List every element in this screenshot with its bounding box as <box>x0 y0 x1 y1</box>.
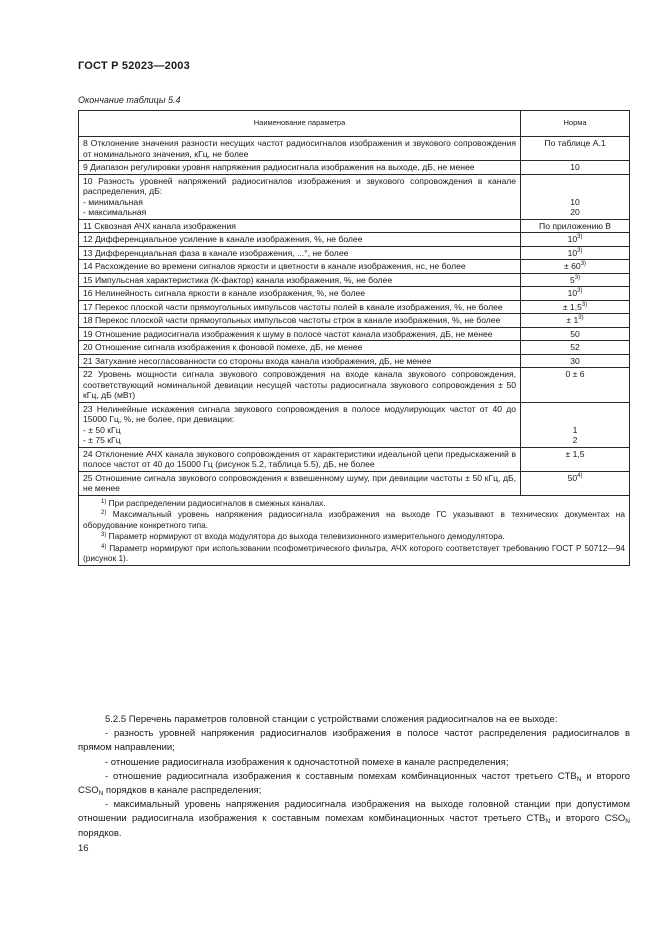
norm-value: 10 <box>567 288 578 298</box>
footnote <box>83 508 625 530</box>
table-notes <box>79 495 630 565</box>
footnote-text: Параметр нормируют при использовании псофометрического фильтра, АЧХ которого соответствует требованию ГОСТ Р 50712—94 (рисунок 1). <box>83 542 625 563</box>
parameter-name: 14 Расхождение во времени сигналов яркости и цветности в канале изображения, нс, не более <box>83 261 466 271</box>
norm-cell <box>521 368 630 403</box>
norm-cell <box>521 233 630 247</box>
parameter-name: - минимальная <box>83 196 143 207</box>
page-number: 16 <box>78 843 89 854</box>
parameter-name: 23 Нелинейные искажения сигнала звукового сопровождения в полосе модулирующих частот от 40 до 15000 Гц, %, не более, при девиации: <box>83 403 517 424</box>
table-row <box>79 354 630 368</box>
parameter-name-cell <box>79 246 521 260</box>
footnote <box>83 530 625 542</box>
norm-value: 10 <box>570 196 580 207</box>
table-row <box>79 368 630 403</box>
list-item-text: - отношение радиосигнала изображения к составным помехам комбинационных частот третьего CTB <box>105 770 577 782</box>
parameter-name-cell <box>79 354 521 368</box>
norm-value <box>525 404 625 415</box>
norm-cell <box>521 260 630 274</box>
table-row <box>79 174 630 219</box>
norm-cell <box>521 471 630 495</box>
norm-cell <box>521 341 630 355</box>
norm-cell <box>521 402 630 447</box>
footnote <box>83 497 625 509</box>
norm-value: 50 <box>570 328 580 339</box>
parameter-name: 22 Уровень мощности сигнала звукового сопровождения на входе канала звукового сопровождения, соответствующий номинальной девиации несущей частоты радиосигнала звукового сопровождения ± 50 кГц, дБ (мВт) <box>83 369 517 400</box>
norm-value-wrap <box>525 234 625 245</box>
footnote-number: 1) <box>101 498 107 505</box>
norm-value-wrap <box>525 261 625 272</box>
parameter-name-cell <box>79 273 521 287</box>
table-row <box>79 300 630 314</box>
list-item-text: порядков в канале распределения; <box>103 785 262 797</box>
parameter-name: 24 Отклонение АЧХ канала звукового сопровождения от характеристики идеальной цепи предыскажений в полосе частот от 40 до 15000 Гц (рисунок 5.2, таблица 5.5), дБ, не более <box>83 448 517 469</box>
subscript: N <box>98 790 104 798</box>
parameter-name-cell <box>79 219 521 233</box>
subscript: N <box>545 818 551 826</box>
footnote-ref: 4) <box>577 472 583 479</box>
parameter-name: - ± 50 кГц <box>83 424 121 435</box>
norm-value: 2 <box>572 435 578 445</box>
parameter-name: 21 Затухание несогласованности со стороны входа канала изображения, дБ, не менее <box>83 355 432 366</box>
footnote-ref: 3) <box>577 234 583 240</box>
parameter-name-cell <box>79 161 521 175</box>
norm-value-wrap <box>525 275 625 286</box>
norm-cell <box>521 246 630 260</box>
parameter-name: - ± 75 кГц <box>83 435 121 445</box>
parameter-name-cell <box>79 368 521 403</box>
norm-value-wrap <box>525 315 625 326</box>
norm-value: 20 <box>570 207 580 217</box>
footnote-text: При распределении радиосигналов в смежных каналах. <box>108 497 326 508</box>
list-item: - разность уровней напряжения радиосигналов изображения в полосе частот распределения радиосигналов в прямом направлении; <box>78 728 630 754</box>
table-row <box>79 314 630 328</box>
norm-value <box>525 186 625 197</box>
footnote-number: 4) <box>101 543 107 550</box>
parameter-name: 9 Диапазон регулировки уровня напряжения радиосигнала изображения на выходе, дБ, не менее <box>83 162 475 172</box>
norm-value <box>525 176 625 187</box>
parameter-name: 16 Нелинейность сигнала яркости в канале изображения, %, не более <box>83 288 366 298</box>
parameter-name-cell <box>79 174 521 219</box>
norm-value: ± 1,5 <box>565 448 585 459</box>
footnote-number: 3) <box>101 532 107 538</box>
parameter-name: 10 Разность уровней напряжений радиосигналов изображения и звукового сопровождения в канале распределения, дБ: <box>83 175 517 196</box>
parameter-name-cell <box>79 260 521 274</box>
norm-value: 5 <box>569 274 575 285</box>
norm-cell <box>521 354 630 368</box>
table-row <box>79 402 630 447</box>
subscript: N <box>576 775 582 783</box>
norm-value: 10 <box>570 162 580 172</box>
norm-value-wrap <box>525 473 625 484</box>
parameter-name-cell <box>79 287 521 301</box>
table-row <box>79 260 630 274</box>
document-header: ГОСТ Р 52023—2003 <box>78 60 190 72</box>
table-row <box>79 233 630 247</box>
parameter-name: 17 Перекос плоской части прямоугольных импульсов частоты полей в канале изображения, %, не более <box>83 301 503 312</box>
table-row <box>79 447 630 471</box>
norm-value: 30 <box>570 355 580 366</box>
parameter-name: - максимальная <box>83 207 147 217</box>
norm-cell <box>521 219 630 233</box>
norm-value: 10 <box>567 247 578 258</box>
norm-value: ± 60 <box>564 261 581 271</box>
list-item-text: - максимальный уровень напряжения радиосигнала изображения на выходе головной станции при допустимом отношении радиосигнала изображения к составным помехам комбинационных частот третьего CTB <box>78 799 630 825</box>
table-row <box>79 327 630 341</box>
norm-value: По таблице А.1 <box>544 138 606 148</box>
footnote-ref: 3) <box>581 301 588 308</box>
table-row <box>79 219 630 233</box>
list-item <box>78 770 630 798</box>
footnote-ref: 3) <box>574 274 581 281</box>
parameter-name-cell <box>79 327 521 341</box>
table-row <box>79 137 630 161</box>
list-item-text: и второго CSO <box>78 770 631 797</box>
parameter-name-cell <box>79 314 521 328</box>
subscript: N <box>625 818 630 826</box>
parameter-name: 15 Импульсная характеристика (К-фактор) канала изображения, %, не более <box>83 274 393 285</box>
table-header-row <box>79 111 630 137</box>
norm-cell <box>521 287 630 301</box>
list-item-text: порядков. <box>78 827 122 839</box>
norm-value <box>525 414 625 425</box>
footnote-text: Параметр нормируют от входа модулятора до выхода телевизионного измерительного демодулятора. <box>108 531 505 541</box>
parameter-name-cell <box>79 137 521 161</box>
table-caption: Окончание таблицы 5.4 <box>78 95 181 105</box>
parameters-table <box>78 110 630 566</box>
norm-cell <box>521 327 630 341</box>
parameter-name: 19 Отношение радиосигнала изображения к шуму в полосе частот канала изображения, дБ, не менее <box>83 328 493 339</box>
parameter-name-cell <box>79 471 521 495</box>
footnote-ref: 3) <box>577 247 583 254</box>
norm-cell <box>521 273 630 287</box>
parameter-name: 12 Дифференциальное усиление в канале изображения, %, не более <box>83 234 363 244</box>
table-row <box>79 273 630 287</box>
parameter-name-cell <box>79 341 521 355</box>
norm-value: 1 <box>572 424 578 435</box>
norm-value-wrap <box>525 302 625 313</box>
parameter-name-cell <box>79 402 521 447</box>
norm-cell <box>521 447 630 471</box>
parameter-name-cell <box>79 300 521 314</box>
norm-cell <box>521 137 630 161</box>
norm-value: ± 1,5 <box>562 301 582 312</box>
footnote-ref: 3) <box>578 315 584 321</box>
list-item-text: и второго CSO <box>550 813 626 825</box>
table-row <box>79 471 630 495</box>
table-row <box>79 246 630 260</box>
norm-value: 10 <box>567 234 578 244</box>
norm-value: 52 <box>570 342 580 352</box>
norm-value-wrap <box>525 288 625 299</box>
section-5-2-5 <box>78 713 630 841</box>
norm-cell <box>521 300 630 314</box>
table-row <box>79 287 630 301</box>
norm-value: По приложению В <box>539 220 612 231</box>
parameter-name-cell <box>79 233 521 247</box>
list-item: - отношение радиосигнала изображения к одночастотной помехе в канале распределения; <box>105 756 509 768</box>
footnote <box>83 542 625 564</box>
table-row <box>79 341 630 355</box>
section-heading: 5.2.5 Перечень параметров головной станции с устройствами сложения радиосигналов на ее выходе: <box>105 714 558 725</box>
column-header-norm: Норма <box>521 111 630 137</box>
parameter-name: 8 Отклонение значения разности несущих частот радиосигналов изображения и звукового сопровождения от номинального значения, кГц, не более <box>83 138 517 159</box>
norm-cell <box>521 174 630 219</box>
parameter-name: 11 Сквозная АЧХ канала изображения <box>83 220 236 231</box>
norm-value: 50 <box>567 472 578 483</box>
parameter-name: 20 Отношение сигнала изображения к фоновой помехе, дБ, не менее <box>83 342 363 352</box>
table-row <box>79 161 630 175</box>
norm-cell <box>521 161 630 175</box>
table-notes-row <box>79 495 630 565</box>
parameter-name: 13 Дифференциальная фаза в канале изображения, ...°, не более <box>83 247 349 258</box>
footnote-ref: 3) <box>580 261 587 267</box>
norm-cell <box>521 314 630 328</box>
parameter-name: 25 Отношение сигнала звукового сопровождения к взвешенному шуму, при девиации частоты ± 50 кГц, дБ, не менее <box>83 472 517 493</box>
parameter-name-cell <box>79 447 521 471</box>
parameter-name: 18 Перекос плоской части прямоугольных импульсов частоты строк в канале изображения, %, не более <box>83 315 501 325</box>
footnote-number: 2) <box>101 510 107 516</box>
norm-value-wrap <box>525 248 625 259</box>
column-header-parameter: Наименование параметра <box>79 111 521 137</box>
list-item <box>78 798 630 841</box>
norm-value: 0 ± 6 <box>565 369 585 379</box>
footnote-text: Максимальный уровень напряжения радиосигнала изображения на выходе ГС указывают в технических документах на оборудование конкретного типа. <box>83 509 625 530</box>
norm-value: ± 1 <box>566 315 579 325</box>
footnote-ref: 3) <box>577 288 583 294</box>
